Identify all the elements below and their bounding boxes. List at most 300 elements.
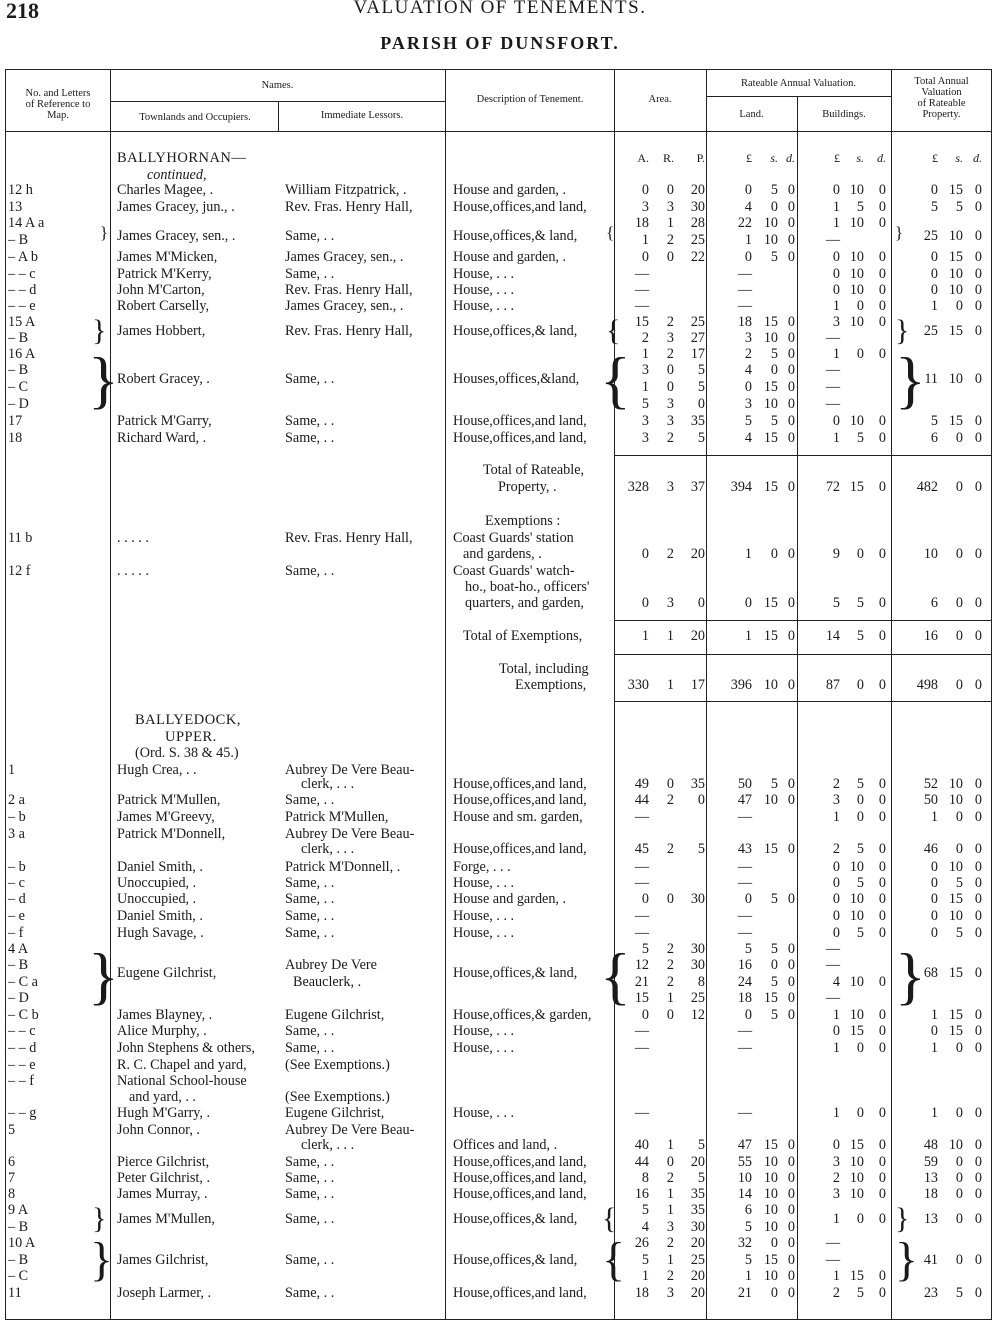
value-l-2: 0 [787, 1252, 795, 1268]
value-b-0: 3 [832, 314, 840, 330]
header-ref: No. and Letters of Reference to Map. [25, 88, 91, 121]
immediate-lessor: clerk, . . . [301, 1137, 355, 1153]
value-b-2: 0 [878, 1137, 886, 1153]
immediate-lessor: Aubrey De Vere Beau- [285, 826, 415, 842]
value-l-1: 10 [763, 1202, 778, 1218]
value-b-0: — [825, 232, 840, 248]
value-a-0: 0 [641, 182, 649, 198]
value-t-1: 10 [948, 859, 963, 875]
occupier-name: Daniel Smith, . [117, 908, 203, 924]
value-a-1: 3 [666, 595, 674, 611]
value-a-0: 45 [634, 841, 649, 857]
value-b-2: 0 [878, 677, 886, 693]
table-row [0, 1023, 1000, 1040]
immediate-lessor: (See Exemptions.) [285, 1089, 390, 1105]
value-b-1: 10 [849, 908, 864, 924]
value-t-0: 0 [930, 182, 938, 198]
value-a-0: 16 [634, 1186, 649, 1202]
table-row [0, 661, 1000, 678]
value-t-1: 10 [948, 228, 963, 244]
value-t-1: 0 [955, 809, 963, 825]
value-a-2: 30 [690, 891, 705, 907]
value-a-0: 330 [627, 677, 649, 693]
value-t-0: 68 [923, 965, 938, 981]
value-b-1: 5 [856, 841, 864, 857]
value-a-1: 2 [666, 1170, 674, 1186]
occupier-name: Patrick M'Kerry, [117, 266, 212, 282]
occupier-name: Patrick M'Mullen, [117, 792, 221, 808]
map-reference: – B [8, 957, 29, 973]
immediate-lessor: Aubrey De Vere Beau- [285, 1122, 415, 1138]
value-t-1: 10 [948, 371, 963, 387]
tenement-description: House, . . . [453, 1023, 515, 1039]
occupier-name: James Blayney, . [117, 1007, 213, 1023]
value-l-2: 0 [787, 1007, 795, 1023]
value-a-2: 27 [690, 330, 705, 346]
table-row [0, 908, 1000, 925]
value-b-2: 0 [878, 479, 886, 495]
value-t-2: 0 [974, 1211, 982, 1227]
immediate-lessor: Aubrey De Vere [285, 957, 377, 973]
value-t-2: 0 [974, 479, 982, 495]
map-reference: 18 [8, 430, 23, 446]
value-l-1: 15 [763, 628, 778, 644]
value-a-1: 0 [666, 182, 674, 198]
value-l-1: 5 [770, 346, 778, 362]
value-a-0: 40 [634, 1137, 649, 1153]
value-b-1: 10 [849, 266, 864, 282]
value-t-1: 15 [948, 249, 963, 265]
immediate-lessor: Aubrey De Vere Beau- [285, 762, 415, 778]
value-l-2: 0 [787, 362, 795, 378]
value-t-0: 50 [923, 792, 938, 808]
value-l-0: 18 [737, 314, 752, 330]
map-reference: – C [8, 1268, 29, 1284]
value-l-2: 0 [787, 379, 795, 395]
value-a-0: — [634, 809, 649, 825]
value-b-1: 15 [849, 1268, 864, 1284]
tenement-description: House,offices,and land, [453, 199, 587, 215]
value-b-0: 0 [832, 875, 840, 891]
value-a-1: 1 [666, 990, 674, 1006]
value-l-2: 0 [787, 628, 795, 644]
tenement-description: House,offices,and land, [453, 792, 587, 808]
value-l-1: 10 [763, 232, 778, 248]
value-b-0: 2 [832, 1285, 840, 1301]
value-t-1: 0 [955, 595, 963, 611]
value-b-1: 10 [849, 974, 864, 990]
table-row [0, 479, 1000, 496]
value-l-1: 5 [770, 891, 778, 907]
tenement-description: House,offices,& land, [453, 1252, 578, 1268]
map-reference: – b [8, 859, 26, 875]
value-b-1: 5 [856, 628, 864, 644]
tenement-description: Total of Rateable, [483, 462, 585, 478]
value-a-2: 20 [690, 182, 705, 198]
page-title: VALUATION OF TENEMENTS. [353, 0, 647, 18]
immediate-lessor: Same, . . [285, 1211, 335, 1227]
table-row [0, 809, 1000, 826]
value-b-2: 0 [878, 776, 886, 792]
value-a-2: 28 [690, 215, 705, 231]
occupier-name: Unoccupied, . [117, 875, 197, 891]
value-b-2: 0 [878, 314, 886, 330]
value-l-0: 43 [737, 841, 752, 857]
value-b-0: 0 [832, 908, 840, 924]
value-l-1: 10 [763, 215, 778, 231]
table-row [0, 199, 1000, 216]
immediate-lessor: Same, . . [285, 1170, 335, 1186]
map-reference: – – e [8, 1057, 36, 1073]
header-rateable: Rateable Annual Valuation. [741, 78, 856, 89]
value-t-1: 0 [955, 1040, 963, 1056]
value-l-1: 15 [763, 1137, 778, 1153]
value-b-0: 2 [832, 776, 840, 792]
tenement-description: Total, including [499, 661, 589, 677]
table-row [0, 150, 1000, 167]
value-l-0: 55 [737, 1154, 752, 1170]
value-l-0: 4 [744, 430, 752, 446]
table-row [0, 875, 1000, 892]
value-t-2: 0 [974, 182, 982, 198]
value-l-0: — [737, 266, 752, 282]
map-reference: 17 [8, 413, 23, 429]
table-row [0, 1040, 1000, 1057]
occupier-name: Daniel Smith, . [117, 859, 203, 875]
value-b-0: — [825, 1235, 840, 1251]
value-t-2: 0 [974, 1154, 982, 1170]
value-b-0: 87 [825, 677, 840, 693]
value-b-0: — [825, 379, 840, 395]
value-l-0: 4 [744, 362, 752, 378]
value-t-0: 11 [924, 371, 938, 387]
immediate-lessor: (See Exemptions.) [285, 1057, 390, 1073]
value-b-0: 0 [832, 413, 840, 429]
table-row [0, 1252, 1000, 1269]
value-a-2: 30 [690, 199, 705, 215]
occupier-name: BALLYHORNAN— [117, 150, 247, 166]
value-a-0: 0 [641, 249, 649, 265]
value-l-1: 10 [763, 1186, 778, 1202]
table-row [0, 1268, 1000, 1285]
value-b-0: 1 [832, 430, 840, 446]
value-a-1: 0 [666, 1007, 674, 1023]
brace-icon: { [606, 314, 621, 347]
value-b-0: 4 [832, 974, 840, 990]
value-a-0: 44 [634, 792, 649, 808]
value-l-0: 1 [744, 1268, 752, 1284]
value-a-2: 5 [697, 362, 705, 378]
table-row [0, 1219, 1000, 1236]
value-b-1: 5 [856, 595, 864, 611]
value-t-1: 10 [948, 282, 963, 298]
value-b-1: 5 [856, 199, 864, 215]
unit-pounds: £ [834, 151, 840, 165]
table-row [0, 792, 1000, 809]
total-rule [614, 620, 992, 621]
map-reference: 2 a [8, 792, 25, 808]
map-reference: 12 h [8, 182, 33, 198]
value-a-0: 8 [641, 1170, 649, 1186]
value-t-2: 0 [974, 1252, 982, 1268]
value-a-1: 0 [666, 249, 674, 265]
value-b-2: 0 [878, 792, 886, 808]
value-l-2: 0 [787, 413, 795, 429]
immediate-lessor: Rev. Fras. Henry Hall, [285, 199, 413, 215]
value-t-2: 0 [974, 809, 982, 825]
value-a-2: 35 [690, 1202, 705, 1218]
value-l-0: 1 [744, 628, 752, 644]
tenement-description: House,offices,& garden, [453, 1007, 592, 1023]
immediate-lessor: Same, . . [285, 563, 335, 579]
table-row [0, 1057, 1000, 1074]
value-a-1: 2 [666, 792, 674, 808]
map-reference: 6 [8, 1154, 16, 1170]
value-b-1: 15 [849, 1137, 864, 1153]
value-a-0: 3 [641, 430, 649, 446]
value-a-2: 25 [690, 990, 705, 1006]
value-a-0: 3 [641, 413, 649, 429]
tenement-description: Houses,offices,&land, [453, 371, 580, 387]
immediate-lessor: Same, . . [285, 1285, 335, 1301]
value-t-0: 52 [923, 776, 938, 792]
value-t-0: 48 [923, 1137, 938, 1153]
value-t-2: 0 [974, 859, 982, 875]
immediate-lessor: Patrick M'Donnell, . [285, 859, 401, 875]
value-l-1: 15 [763, 1252, 778, 1268]
map-reference: 5 [8, 1122, 16, 1138]
value-l-2: 0 [787, 346, 795, 362]
tenement-description: House,offices,& land, [453, 965, 578, 981]
value-t-2: 0 [974, 1137, 982, 1153]
value-t-2: 0 [974, 266, 982, 282]
tenement-description: House,offices,and land, [453, 841, 587, 857]
value-b-0: 3 [832, 792, 840, 808]
value-a-1: 0 [666, 362, 674, 378]
value-a-2: 12 [690, 1007, 705, 1023]
value-a-1: 3 [666, 413, 674, 429]
value-a-1: 2 [666, 974, 674, 990]
value-a-1: 3 [666, 199, 674, 215]
brace-icon: } [88, 940, 119, 1011]
table-row [0, 1105, 1000, 1122]
value-a-0: 15 [634, 314, 649, 330]
value-b-0: 0 [832, 1023, 840, 1039]
value-t-2: 0 [974, 925, 982, 941]
value-t-2: 0 [974, 413, 982, 429]
map-reference: 15 A [8, 314, 36, 330]
value-l-0: 5 [744, 1219, 752, 1235]
value-a-1: 2 [666, 346, 674, 362]
table-row [0, 282, 1000, 299]
table-row [0, 182, 1000, 199]
table-row [0, 776, 1000, 793]
value-l-1: 5 [770, 941, 778, 957]
value-a-1: 3 [666, 330, 674, 346]
value-a-1: 1 [666, 1137, 674, 1153]
value-b-1: 0 [856, 809, 864, 825]
value-l-1: 15 [763, 595, 778, 611]
value-b-0: 1 [832, 809, 840, 825]
value-a-2: 0 [697, 595, 705, 611]
map-reference: – C [8, 379, 29, 395]
immediate-lessor: Same, . . [285, 371, 335, 387]
value-a-0: — [634, 282, 649, 298]
header-area: Area. [648, 94, 672, 105]
value-a-0: 0 [641, 1007, 649, 1023]
value-l-2: 0 [787, 546, 795, 562]
value-l-2: 0 [787, 841, 795, 857]
value-l-0: 16 [737, 957, 752, 973]
header-rule [706, 96, 891, 97]
value-a-2: 20 [690, 1285, 705, 1301]
value-a-2: 35 [690, 413, 705, 429]
value-a-2: 25 [690, 1252, 705, 1268]
value-l-1: 15 [763, 990, 778, 1006]
value-a-1: 1 [666, 215, 674, 231]
value-b-0: — [825, 1252, 840, 1268]
value-t-0: 1 [930, 1040, 938, 1056]
value-b-1: 0 [856, 298, 864, 314]
value-b-0: 0 [832, 925, 840, 941]
value-t-1: 10 [948, 792, 963, 808]
value-b-0: 1 [832, 1105, 840, 1121]
value-l-0: 18 [737, 990, 752, 1006]
value-l-0: 6 [744, 1202, 752, 1218]
value-b-2: 0 [878, 346, 886, 362]
tenement-description: House, . . . [453, 282, 515, 298]
value-b-2: 0 [878, 266, 886, 282]
value-t-0: 1 [930, 809, 938, 825]
occupier-name: James M'Micken, [117, 249, 218, 265]
page-number: 218 [6, 0, 39, 23]
value-b-0: 14 [825, 628, 840, 644]
header-townlands: Townlands and Occupiers. [139, 112, 251, 123]
value-t-1: 15 [948, 182, 963, 198]
total-rule [614, 654, 992, 655]
value-l-1: 0 [770, 1235, 778, 1251]
value-a-0: 328 [627, 479, 649, 495]
map-reference: – B [8, 330, 29, 346]
immediate-lessor: Eugene Gilchrist, [285, 1007, 385, 1023]
value-l-2: 0 [787, 1154, 795, 1170]
value-l-0: 14 [737, 1186, 752, 1202]
table-row [0, 530, 1000, 547]
value-t-2: 0 [974, 875, 982, 891]
value-a-0: 4 [641, 1219, 649, 1235]
value-a-2: 25 [690, 232, 705, 248]
value-t-0: 6 [930, 595, 938, 611]
value-b-1: 0 [856, 546, 864, 562]
map-reference: 9 A [8, 1202, 29, 1218]
value-t-0: 25 [923, 323, 938, 339]
value-t-0: 23 [923, 1285, 938, 1301]
value-a-2: 5 [697, 841, 705, 857]
immediate-lessor: Same, . . [285, 875, 335, 891]
value-l-0: 22 [737, 215, 752, 231]
value-a-1: 2 [666, 1268, 674, 1284]
value-b-2: 0 [878, 249, 886, 265]
value-a-2: 37 [690, 479, 705, 495]
value-b-0: 0 [832, 182, 840, 198]
value-b-0: 72 [825, 479, 840, 495]
value-l-0: — [737, 298, 752, 314]
map-reference: 1 [8, 762, 16, 778]
tenement-description: Forge, . . . [453, 859, 511, 875]
occupier-name: (Ord. S. 38 & 45.) [135, 745, 239, 761]
brace-icon: } [895, 940, 926, 1011]
value-l-1: 15 [763, 314, 778, 330]
value-b-0: — [825, 941, 840, 957]
value-a-0: 18 [634, 1285, 649, 1301]
value-b-2: 0 [878, 1105, 886, 1121]
value-a-0: 49 [634, 776, 649, 792]
value-a-0: — [634, 859, 649, 875]
value-t-1: 0 [955, 1170, 963, 1186]
value-a-0: — [634, 1023, 649, 1039]
occupier-name: Richard Ward, . [117, 430, 207, 446]
occupier-name: Unoccupied, . [117, 891, 197, 907]
value-a-0: — [634, 875, 649, 891]
value-l-2: 0 [787, 1137, 795, 1153]
unit-perches: P. [696, 151, 705, 165]
value-a-0: — [634, 908, 649, 924]
map-reference: – C a [8, 974, 38, 990]
value-t-0: 0 [930, 875, 938, 891]
value-a-2: 20 [690, 1154, 705, 1170]
tenement-description: House,offices,and land, [453, 1285, 587, 1301]
value-t-0: 0 [930, 908, 938, 924]
occupier-name: Patrick M'Garry, [117, 413, 212, 429]
value-l-2: 0 [787, 792, 795, 808]
value-l-2: 0 [787, 1219, 795, 1235]
value-a-1: 2 [666, 957, 674, 973]
value-l-0: 47 [737, 792, 752, 808]
value-l-0: — [737, 809, 752, 825]
value-b-0: 3 [832, 1154, 840, 1170]
value-b-0: 9 [832, 546, 840, 562]
table-row [0, 462, 1000, 479]
value-a-2: 5 [697, 1170, 705, 1186]
unit-shillings: s. [856, 151, 864, 165]
value-t-2: 0 [974, 1105, 982, 1121]
value-l-1: 5 [770, 182, 778, 198]
value-l-1: 15 [763, 479, 778, 495]
value-b-2: 0 [878, 199, 886, 215]
unit-pounds: £ [746, 151, 752, 165]
map-reference: 11 b [8, 530, 33, 546]
table-row [0, 379, 1000, 396]
unit-pence: d. [973, 151, 982, 165]
value-a-0: 0 [641, 595, 649, 611]
brace-icon: { [600, 940, 631, 1011]
immediate-lessor: clerk, . . . [301, 841, 355, 857]
value-a-1: 2 [666, 430, 674, 446]
value-a-1: 0 [666, 776, 674, 792]
value-b-2: 0 [878, 1040, 886, 1056]
value-b-1: 15 [849, 1023, 864, 1039]
value-b-2: 0 [878, 859, 886, 875]
value-a-2: 8 [697, 974, 705, 990]
tenement-description: House,offices,and land, [453, 1170, 587, 1186]
table-row [0, 546, 1000, 563]
value-l-0: — [737, 1023, 752, 1039]
unit-acres: A. [637, 151, 649, 165]
value-l-0: 0 [744, 1007, 752, 1023]
value-l-2: 0 [787, 957, 795, 973]
header-buildings: Buildings. [822, 109, 866, 120]
value-a-0: 12 [634, 957, 649, 973]
